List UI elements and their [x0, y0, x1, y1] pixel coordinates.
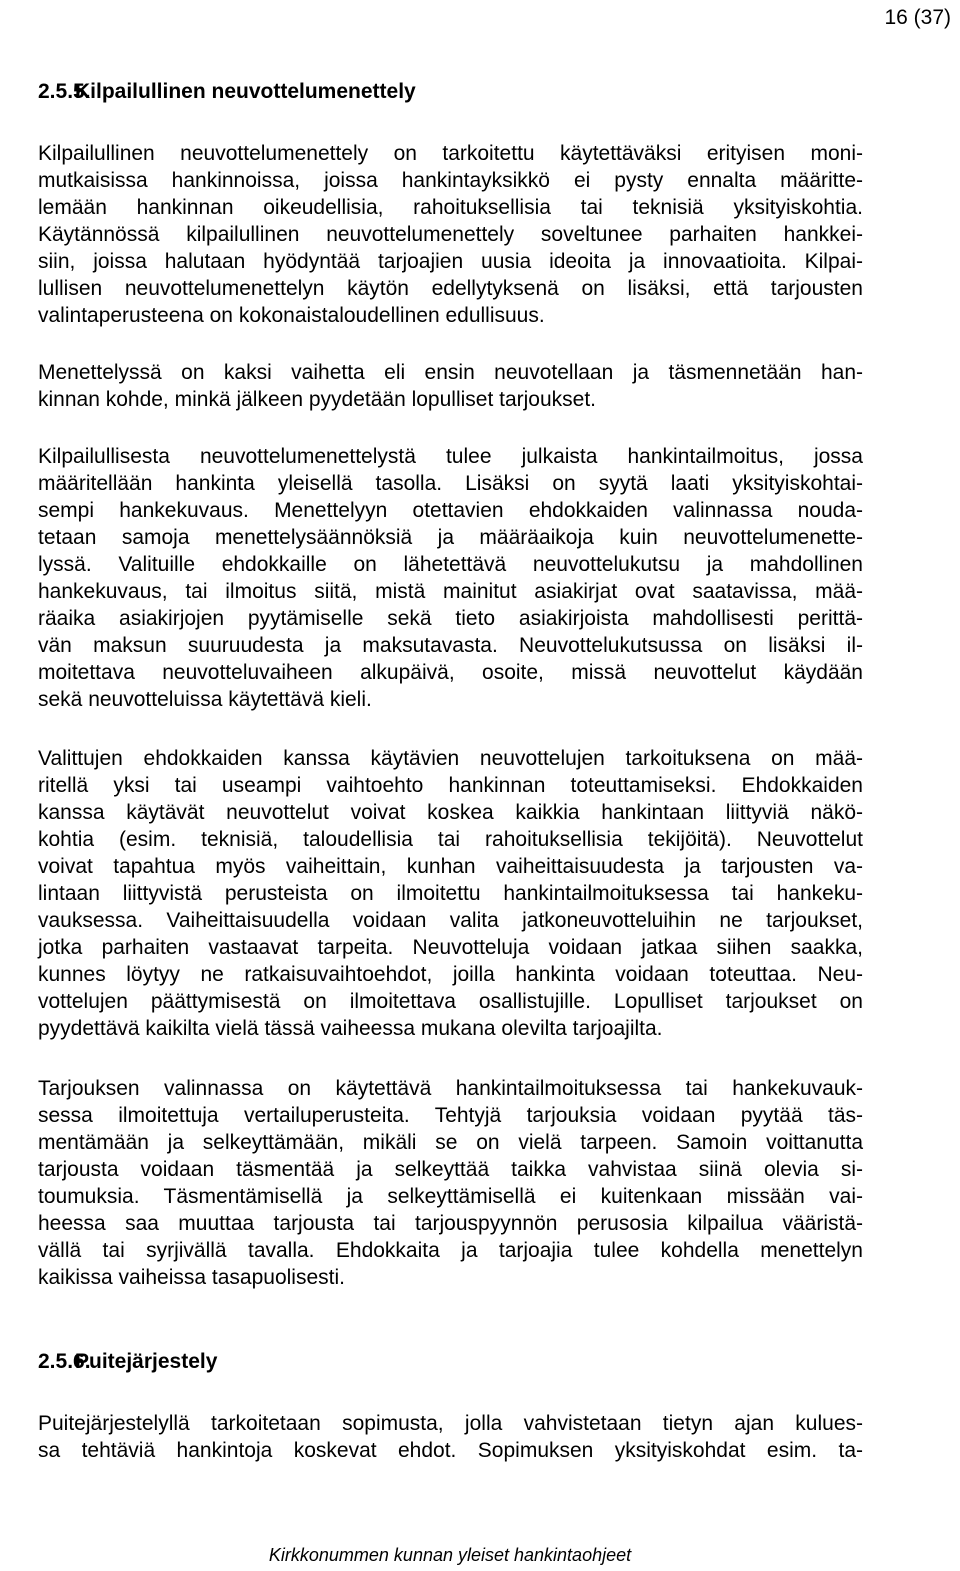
paragraph [38, 140, 863, 329]
text-line: kinnan kohde, minkä jälkeen pyydetään lopulliset tarjoukset. [38, 388, 597, 411]
paragraph [38, 359, 863, 413]
section-heading-2-5-6 [38, 1348, 217, 1376]
paragraph [38, 1075, 863, 1291]
text-line: Tarjouksen valinnassa on käytettävä hankintailmoituksessa tai hankekuvauk- [38, 1077, 863, 1100]
text-line: ritellä yksi tai useampi vaihtoehto hankinnan toteuttamiseksi. Ehdokkaiden [38, 774, 863, 797]
text-line: räaika asiakirjojen pyytämiselle sekä tieto asiakirjoista mahdollisesti perittä- [38, 607, 863, 630]
paragraph [38, 1410, 863, 1464]
text-line: pyydettävä kaikilta vielä tässä vaiheessa mukana olevilta tarjoajilta. [38, 1017, 663, 1040]
text-line: Käytännössä kilpailullinen neuvottelumenettely soveltunee parhaiten hankkei- [38, 223, 863, 246]
text-line: mentämään ja selkeyttämään, mikäli se on vielä tarpeen. Samoin voittanutta [38, 1131, 863, 1154]
text-line: Valittujen ehdokkaiden kanssa käytävien neuvottelujen tarkoituksena on mää- [38, 747, 863, 770]
text-line: sekä neuvotteluissa käytettävä kieli. [38, 688, 372, 711]
page-number: 16 (37) [884, 6, 951, 29]
text-line: kunnes löytyy ne ratkaisuvaihtoehdot, joilla hankinta voidaan toteuttaa. Neu- [38, 963, 863, 986]
text-line: tetaan samoja menettelysäännöksiä ja määräaikoja kuin neuvottelumenette- [38, 526, 863, 549]
text-line: vauksessa. Vaiheittaisuudella voidaan valita jatkoneuvotteluihin ne tarjoukset, [38, 909, 863, 932]
text-line: kaikissa vaiheissa tasapuolisesti. [38, 1266, 345, 1289]
section-number: 2.5.5. [38, 80, 91, 103]
text-line: tarjousta voidaan täsmentää ja selkeyttää taikka vahvistaa siinä olevia si- [38, 1158, 863, 1181]
section-title: Puitejärjestely [75, 1350, 218, 1373]
text-line: kanssa käytävät neuvottelut voivat koskea kaikkia hankintaan liittyviä näkö- [38, 801, 863, 824]
text-line: sempi hankekuvaus. Menettelyyn otettavien ehdokkaiden valinnassa nouda- [38, 499, 863, 522]
paragraph [38, 443, 863, 713]
paragraph [38, 745, 863, 1042]
text-line: valintaperusteena on kokonaistaloudellinen edullisuus. [38, 304, 545, 327]
text-line: kohtia (esim. teknisiä, taloudellisia tai rahoituksellisia tekijöitä). Neuvottelut [38, 828, 863, 851]
text-line: Puitejärjestelyllä tarkoitetaan sopimusta, jolla vahvistetaan tietyn ajan kulues- [38, 1412, 863, 1435]
text-line: määritellään hankinta yleisellä tasolla. Lisäksi on syytä laati yksityiskohtai- [38, 472, 863, 495]
text-line: lemään hankinnan oikeudellisia, rahoituksellisia tai teknisiä yksityiskohtia. [38, 196, 863, 219]
text-line: vällä tai syrjivällä tavalla. Ehdokkaita ja tarjoajia tulee kohdella menettelyn [38, 1239, 863, 1262]
text-line: Kilpailullisesta neuvottelumenettelystä tulee julkaista hankintailmoitus, jossa [38, 445, 863, 468]
text-line: lintaan liittyvistä perusteista on ilmoitettu hankintailmoituksessa tai hankeku- [38, 882, 863, 905]
text-line: hankekuvaus, tai ilmoitus siitä, mistä mainitut asiakirjat ovat saatavissa, mää- [38, 580, 863, 603]
text-line: vottelujen päättymisestä on ilmoitettava osallistujille. Lopulliset tarjoukset on [38, 990, 863, 1013]
text-line: siin, joissa halutaan hyödyntää tarjoajien uusia ideoita ja innovaatioita. Kilpai- [38, 250, 863, 273]
text-line: vän maksun suuruudesta ja maksutavasta. Neuvottelukutsussa on lisäksi il- [38, 634, 863, 657]
text-line: heessa saa muuttaa tarjousta tai tarjouspyynnön perusosia kilpailua vääristä- [38, 1212, 863, 1235]
text-line: lullisen neuvottelumenettelyn käytön edellytyksenä on lisäksi, että tarjousten [38, 277, 863, 300]
text-line: sa tehtäviä hankintoja koskevat ehdot. Sopimuksen yksityiskohdat esim. ta- [38, 1439, 863, 1462]
text-line: sessa ilmoitettuja vertailuperusteita. Tehtyjä tarjouksia voidaan pyytää täs- [38, 1104, 863, 1127]
text-line: moitettava neuvotteluvaiheen alkupäivä, osoite, missä neuvottelut käydään [38, 661, 863, 684]
text-line: Kilpailullinen neuvottelumenettely on tarkoitettu käytettäväksi erityisen moni- [38, 142, 863, 165]
section-heading-2-5-5 [38, 78, 416, 106]
section-title: Kilpailullinen neuvottelumenettely [75, 80, 416, 103]
text-line: Menettelyssä on kaksi vaihetta eli ensin neuvotellaan ja täsmennetään han- [38, 361, 863, 384]
text-line: jotka parhaiten vastaavat tarpeita. Neuvotteluja voidaan jatkaa siihen saakka, [38, 936, 863, 959]
text-line: mutkaisissa hankinnoissa, joissa hankintayksikkö ei pysty ennalta määritte- [38, 169, 863, 192]
footer: Kirkkonummen kunnan yleiset hankintaohjeet [268, 1545, 632, 1565]
text-line: toumuksia. Täsmentämisellä ja selkeyttämisellä ei kuitenkaan missään vai- [38, 1185, 863, 1208]
section-number: 2.5.6. [38, 1350, 91, 1373]
text-line: voivat tapahtua myös vaiheittain, kunhan vaiheittaisuudesta ja tarjousten va- [38, 855, 863, 878]
text-line: lyssä. Valituille ehdokkaille on lähetettävä neuvottelukutsu ja mahdollinen [38, 553, 863, 576]
